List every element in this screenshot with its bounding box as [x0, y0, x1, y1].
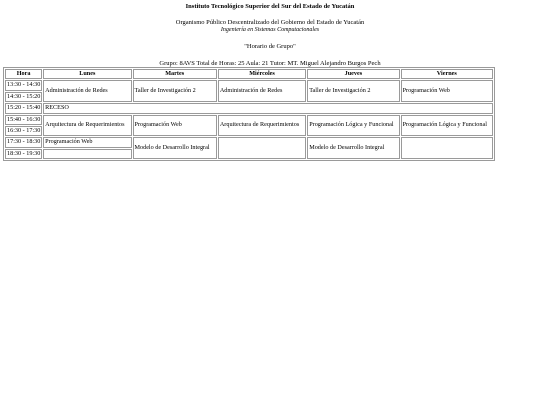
column-header-miercoles: Miércoles: [218, 69, 306, 79]
schedule-page: [0, 3, 540, 408]
time-slot: 15:20 - 15:40: [5, 103, 42, 113]
empty-cell: [218, 137, 306, 159]
column-header-martes: Martes: [133, 69, 217, 79]
class-cell: Taller de Investigación 2: [307, 80, 399, 102]
class-cell: Programación Lógica y Funcional: [307, 115, 399, 137]
class-cell: Programación Web: [401, 80, 493, 102]
class-cell: Programación Web: [43, 137, 131, 147]
table-row: [5, 137, 493, 147]
time-slot: 16:30 - 17:30: [5, 126, 42, 136]
time-slot: 15:40 - 16:30: [5, 115, 42, 125]
column-header-hora: Hora: [5, 69, 42, 79]
break-cell: RECESO: [43, 103, 493, 113]
table-row: [5, 80, 493, 90]
table-row-break: [5, 103, 493, 113]
empty-cell: [401, 137, 493, 159]
time-slot: 13:30 - 14:30: [5, 80, 42, 90]
class-cell: Modelo de Desarrollo Integral: [133, 137, 217, 159]
column-header-lunes: Lunes: [43, 69, 131, 79]
class-cell: Administración de Redes: [218, 80, 306, 102]
class-cell: Programación Lógica y Funcional: [401, 115, 493, 137]
column-header-jueves: Jueves: [307, 69, 399, 79]
class-cell: Arquitectura de Requerimientos: [218, 115, 306, 137]
group-info: Grupo: 8AVS Total de Horas: 25 Aula: 21 Tutor: MT. Miguel Alejandro Burgos Pech: [159, 60, 381, 67]
class-cell: Programación Web: [133, 115, 217, 137]
schedule-table: [3, 67, 495, 161]
document-header: [0, 3, 540, 67]
time-slot: 18:30 - 19:30: [5, 149, 42, 159]
organism-name: Organismo Público Descentralizado del Gobierno del Estado de Yucatán: [175, 19, 365, 26]
class-cell: Taller de Investigación 2: [133, 80, 217, 102]
time-slot: 17:30 - 18:30: [5, 137, 42, 147]
career-name: Ingeniería en Sistemas Computacionales: [220, 27, 320, 33]
class-cell: Administración de Redes: [43, 80, 131, 102]
class-cell: Arquitectura de Requerimientos: [43, 115, 131, 137]
table-header-row: [5, 69, 493, 79]
table-row: [5, 115, 493, 125]
document-title: "Horario de Grupo": [244, 43, 296, 50]
empty-cell: [43, 149, 131, 159]
column-header-viernes: Viernes: [401, 69, 493, 79]
class-cell: Modelo de Desarrollo Integral: [307, 137, 399, 159]
time-slot: 14:30 - 15:20: [5, 92, 42, 102]
institution-name: Instituto Tecnológico Superior del Sur del Estado de Yucatán: [185, 3, 355, 10]
